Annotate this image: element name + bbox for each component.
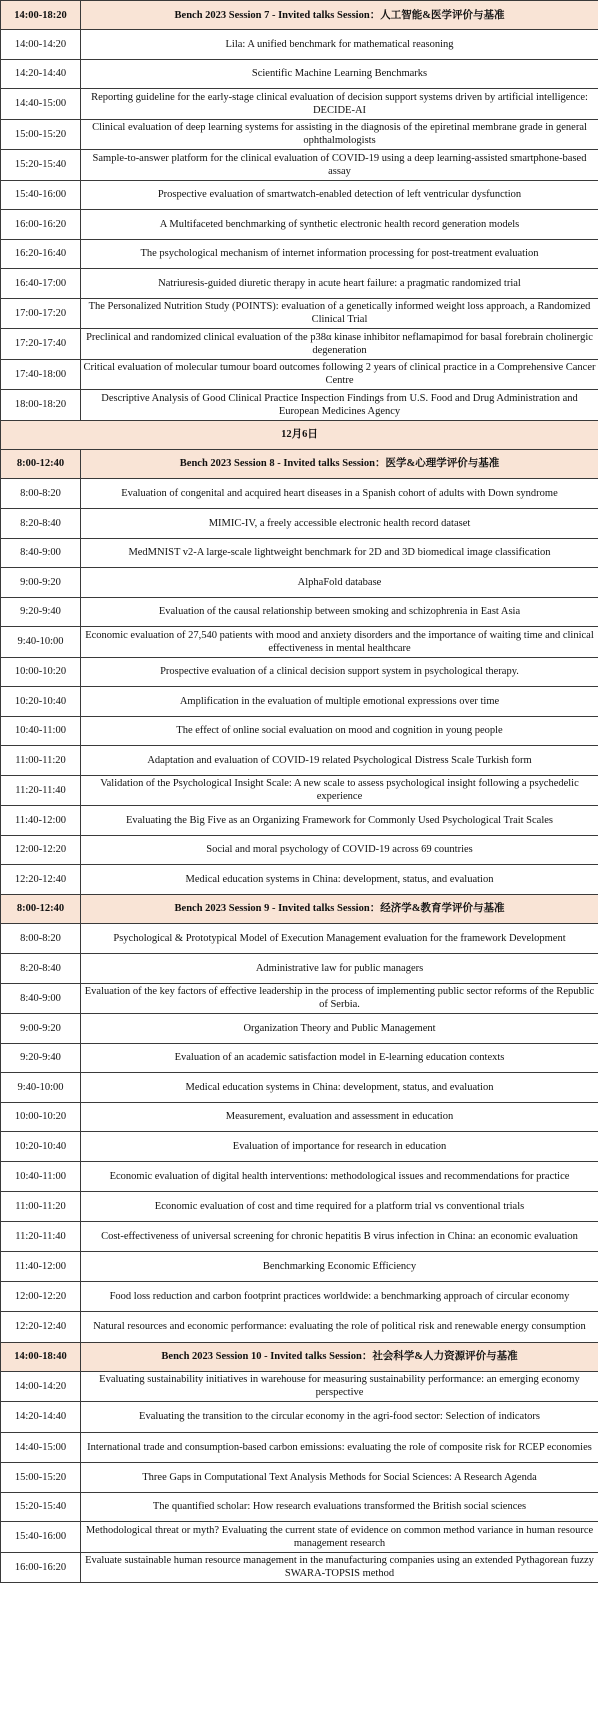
talk-time: 18:00-18:20 (1, 390, 81, 421)
talk-row (1, 59, 598, 89)
talk-title: Clinical evaluation of deep learning systems for assisting in the diagnosis of the epiretinal membrane grade in general ophthalmologists (81, 119, 598, 150)
talk-row (1, 1102, 598, 1132)
talk-title: Evaluate sustainable human resource management in the manufacturing companies using an extended Pythagorean fuzzy SWARA-TOPSIS method (81, 1552, 598, 1583)
session-time: 8:00-12:40 (1, 449, 81, 478)
talk-time: 8:40-9:00 (1, 983, 81, 1014)
talk-time: 17:00-17:20 (1, 298, 81, 329)
session-title: Bench 2023 Session 7 - Invited talks Session：人工智能&医学评价与基准 (81, 1, 598, 30)
talk-time: 14:00-14:20 (1, 30, 81, 60)
talk-row (1, 954, 598, 984)
talk-time: 15:20-15:40 (1, 150, 81, 181)
talk-row (1, 1492, 598, 1522)
talk-row (1, 835, 598, 865)
talk-title: Cost-effectiveness of universal screening for chronic hepatitis B virus infection in China: an economic evaluation (81, 1221, 598, 1252)
talk-time: 14:00-14:20 (1, 1371, 81, 1402)
talk-row (1, 865, 598, 895)
talk-title: Evaluating the transition to the circular economy in the agri-food sector: Selection of indicators (81, 1402, 598, 1433)
session-time: 14:00-18:20 (1, 1, 81, 30)
talk-row (1, 1552, 598, 1583)
talk-row (1, 716, 598, 746)
talk-time: 10:20-10:40 (1, 687, 81, 717)
talk-row (1, 1281, 598, 1312)
talk-row (1, 687, 598, 717)
talk-time: 12:20-12:40 (1, 865, 81, 895)
talk-title: Evaluation of congenital and acquired heart diseases in a Spanish cohort of adults with Down syndrome (81, 478, 598, 509)
talk-title: Administrative law for public managers (81, 954, 598, 984)
talk-title: Amplification in the evaluation of multiple emotional expressions over time (81, 687, 598, 717)
talk-title: The Personalized Nutrition Study (POINTS): evaluation of a genetically informed weight loss approach, a Randomized Clinical Trial (81, 298, 598, 329)
talk-row (1, 1402, 598, 1433)
talk-title: Natriuresis-guided diuretic therapy in acute heart failure: a pragmatic randomized trial (81, 269, 598, 299)
talk-time: 11:40-12:00 (1, 806, 81, 836)
talk-row (1, 1192, 598, 1222)
talk-title: Economic evaluation of 27,540 patients with mood and anxiety disorders and the importance of waiting time and clinical effectiveness in mental healthcare (81, 627, 598, 658)
talk-time: 8:00-8:20 (1, 478, 81, 509)
date-row (1, 420, 598, 449)
talk-time: 9:00-9:20 (1, 568, 81, 598)
talk-time: 12:20-12:40 (1, 1312, 81, 1343)
talk-row (1, 30, 598, 60)
talk-time: 9:20-9:40 (1, 1043, 81, 1073)
talk-title: Natural resources and economic performance: evaluating the role of political risk and renewable energy consumption (81, 1312, 598, 1343)
talk-time: 15:40-16:00 (1, 180, 81, 210)
talk-title: A Multifaceted benchmarking of synthetic electronic health record generation models (81, 210, 598, 240)
talk-row (1, 390, 598, 421)
talk-time: 16:00-16:20 (1, 210, 81, 240)
talk-row (1, 509, 598, 539)
talk-title: Lila: A unified benchmark for mathematical reasoning (81, 30, 598, 60)
talk-row (1, 359, 598, 390)
talk-row (1, 269, 598, 299)
talk-row (1, 1371, 598, 1402)
talk-time: 16:00-16:20 (1, 1552, 81, 1583)
session-time: 8:00-12:40 (1, 894, 81, 923)
talk-row (1, 746, 598, 776)
talk-title: Economic evaluation of digital health interventions: methodological issues and recommendations for practice (81, 1161, 598, 1192)
talk-row (1, 568, 598, 598)
talk-row (1, 119, 598, 150)
talk-time: 8:00-8:20 (1, 923, 81, 954)
schedule-body (1, 1, 598, 1583)
session-title: Bench 2023 Session 8 - Invited talks Session：医学&心理学评价与基准 (81, 449, 598, 478)
talk-title: MedMNIST v2-A large-scale lightweight benchmark for 2D and 3D biomedical image classification (81, 538, 598, 568)
talk-time: 9:40-10:00 (1, 627, 81, 658)
talk-row (1, 538, 598, 568)
talk-row (1, 1252, 598, 1282)
talk-time: 10:40-11:00 (1, 716, 81, 746)
talk-time: 8:40-9:00 (1, 538, 81, 568)
talk-title: Food loss reduction and carbon footprint practices worldwide: a benchmarking approach of circular economy (81, 1281, 598, 1312)
talk-row (1, 1073, 598, 1103)
talk-time: 14:40-15:00 (1, 89, 81, 120)
talk-row (1, 210, 598, 240)
session-header (1, 894, 598, 923)
talk-time: 11:20-11:40 (1, 1221, 81, 1252)
talk-row (1, 1312, 598, 1343)
talk-time: 8:20-8:40 (1, 954, 81, 984)
talk-title: Benchmarking Economic Efficiency (81, 1252, 598, 1282)
talk-time: 11:00-11:20 (1, 1192, 81, 1222)
talk-time: 10:20-10:40 (1, 1132, 81, 1162)
talk-title: The psychological mechanism of internet information processing for post-treatment evaluation (81, 239, 598, 269)
talk-time: 15:00-15:20 (1, 1463, 81, 1493)
talk-time: 12:00-12:20 (1, 1281, 81, 1312)
talk-row (1, 1043, 598, 1073)
talk-row (1, 775, 598, 806)
talk-time: 8:20-8:40 (1, 509, 81, 539)
talk-time: 9:00-9:20 (1, 1014, 81, 1044)
talk-time: 15:00-15:20 (1, 119, 81, 150)
talk-row (1, 1432, 598, 1463)
talk-title: Evaluation of the causal relationship between smoking and schizophrenia in East Asia (81, 597, 598, 627)
talk-title: Validation of the Psychological Insight Scale: A new scale to assess psychological insight following a psychedelic experience (81, 775, 598, 806)
talk-time: 11:00-11:20 (1, 746, 81, 776)
talk-time: 15:20-15:40 (1, 1492, 81, 1522)
talk-title: Sample-to-answer platform for the clinical evaluation of COVID-19 using a deep learning-assisted smartphone-based assay (81, 150, 598, 181)
talk-row (1, 1522, 598, 1553)
talk-time: 14:20-14:40 (1, 1402, 81, 1433)
talk-time: 16:40-17:00 (1, 269, 81, 299)
talk-title: Evaluation of the key factors of effective leadership in the process of implementing public sector reforms of the Republic of Serbia. (81, 983, 598, 1014)
talk-title: International trade and consumption-based carbon emissions: evaluating the role of composite risk for RCEP economies (81, 1432, 598, 1463)
talk-title: Scientific Machine Learning Benchmarks (81, 59, 598, 89)
talk-row (1, 923, 598, 954)
talk-row (1, 597, 598, 627)
session-title: Bench 2023 Session 10 - Invited talks Session：社会科学&人力资源评价与基准 (81, 1342, 598, 1371)
talk-title: AlphaFold database (81, 568, 598, 598)
talk-row (1, 1132, 598, 1162)
talk-title: Prospective evaluation of smartwatch-enabled detection of left ventricular dysfunction (81, 180, 598, 210)
talk-time: 10:00-10:20 (1, 1102, 81, 1132)
talk-time: 16:20-16:40 (1, 239, 81, 269)
talk-title: Psychological & Prototypical Model of Execution Management evaluation for the framework Development (81, 923, 598, 954)
talk-title: The quantified scholar: How research evaluations transformed the British social sciences (81, 1492, 598, 1522)
talk-title: Three Gaps in Computational Text Analysis Methods for Social Sciences: A Research Agenda (81, 1463, 598, 1493)
talk-row (1, 1221, 598, 1252)
talk-row (1, 478, 598, 509)
talk-title: The effect of online social evaluation on mood and cognition in young people (81, 716, 598, 746)
talk-title: Measurement, evaluation and assessment in education (81, 1102, 598, 1132)
talk-title: Preclinical and randomized clinical evaluation of the p38α kinase inhibitor neflamapimod for basal forebrain cholinergic degeneration (81, 329, 598, 360)
talk-title: Adaptation and evaluation of COVID-19 related Psychological Distress Scale Turkish form (81, 746, 598, 776)
talk-time: 17:20-17:40 (1, 329, 81, 360)
talk-time: 9:40-10:00 (1, 1073, 81, 1103)
talk-title: Reporting guideline for the early-stage clinical evaluation of decision support systems driven by artificial intelligence: DECIDE-AI (81, 89, 598, 120)
session-time: 14:00-18:40 (1, 1342, 81, 1371)
talk-title: Economic evaluation of cost and time required for a platform trial vs conventional trials (81, 1192, 598, 1222)
session-header (1, 1, 598, 30)
talk-title: MIMIC-IV, a freely accessible electronic health record dataset (81, 509, 598, 539)
talk-row (1, 239, 598, 269)
talk-title: Evaluation of importance for research in education (81, 1132, 598, 1162)
talk-title: Methodological threat or myth? Evaluating the current state of evidence on common method variance in human resource management research (81, 1522, 598, 1553)
talk-row (1, 806, 598, 836)
talk-row (1, 1161, 598, 1192)
talk-row (1, 180, 598, 210)
talk-time: 15:40-16:00 (1, 1522, 81, 1553)
talk-row (1, 329, 598, 360)
date-label: 12月6日 (1, 420, 598, 449)
session-title: Bench 2023 Session 9 - Invited talks Session：经济学&教育学评价与基准 (81, 894, 598, 923)
talk-title: Descriptive Analysis of Good Clinical Practice Inspection Findings from U.S. Food and Drug Administration and European Medicines Agency (81, 390, 598, 421)
talk-time: 14:20-14:40 (1, 59, 81, 89)
talk-time: 11:40-12:00 (1, 1252, 81, 1282)
talk-title: Evaluation of an academic satisfaction model in E-learning education contexts (81, 1043, 598, 1073)
talk-row (1, 657, 598, 687)
talk-row (1, 1014, 598, 1044)
talk-time: 10:40-11:00 (1, 1161, 81, 1192)
talk-time: 17:40-18:00 (1, 359, 81, 390)
talk-title: Evaluating sustainability initiatives in warehouse for measuring sustainability performance: an emerging economy perspective (81, 1371, 598, 1402)
talk-row (1, 627, 598, 658)
talk-row (1, 1463, 598, 1493)
talk-row (1, 150, 598, 181)
talk-title: Social and moral psychology of COVID-19 across 69 countries (81, 835, 598, 865)
talk-time: 12:00-12:20 (1, 835, 81, 865)
talk-row (1, 298, 598, 329)
session-header (1, 449, 598, 478)
talk-title: Medical education systems in China: development, status, and evaluation (81, 865, 598, 895)
talk-time: 14:40-15:00 (1, 1432, 81, 1463)
talk-time: 10:00-10:20 (1, 657, 81, 687)
talk-title: Critical evaluation of molecular tumour board outcomes following 2 years of clinical practice in a Comprehensive Cancer Centre (81, 359, 598, 390)
talk-title: Prospective evaluation of a clinical decision support system in psychological therapy. (81, 657, 598, 687)
talk-row (1, 89, 598, 120)
session-header (1, 1342, 598, 1371)
talk-title: Evaluating the Big Five as an Organizing Framework for Commonly Used Psychological Trait Scales (81, 806, 598, 836)
talk-time: 9:20-9:40 (1, 597, 81, 627)
talk-time: 11:20-11:40 (1, 775, 81, 806)
talk-row (1, 983, 598, 1014)
talk-title: Organization Theory and Public Management (81, 1014, 598, 1044)
talk-title: Medical education systems in China: development, status, and evaluation (81, 1073, 598, 1103)
